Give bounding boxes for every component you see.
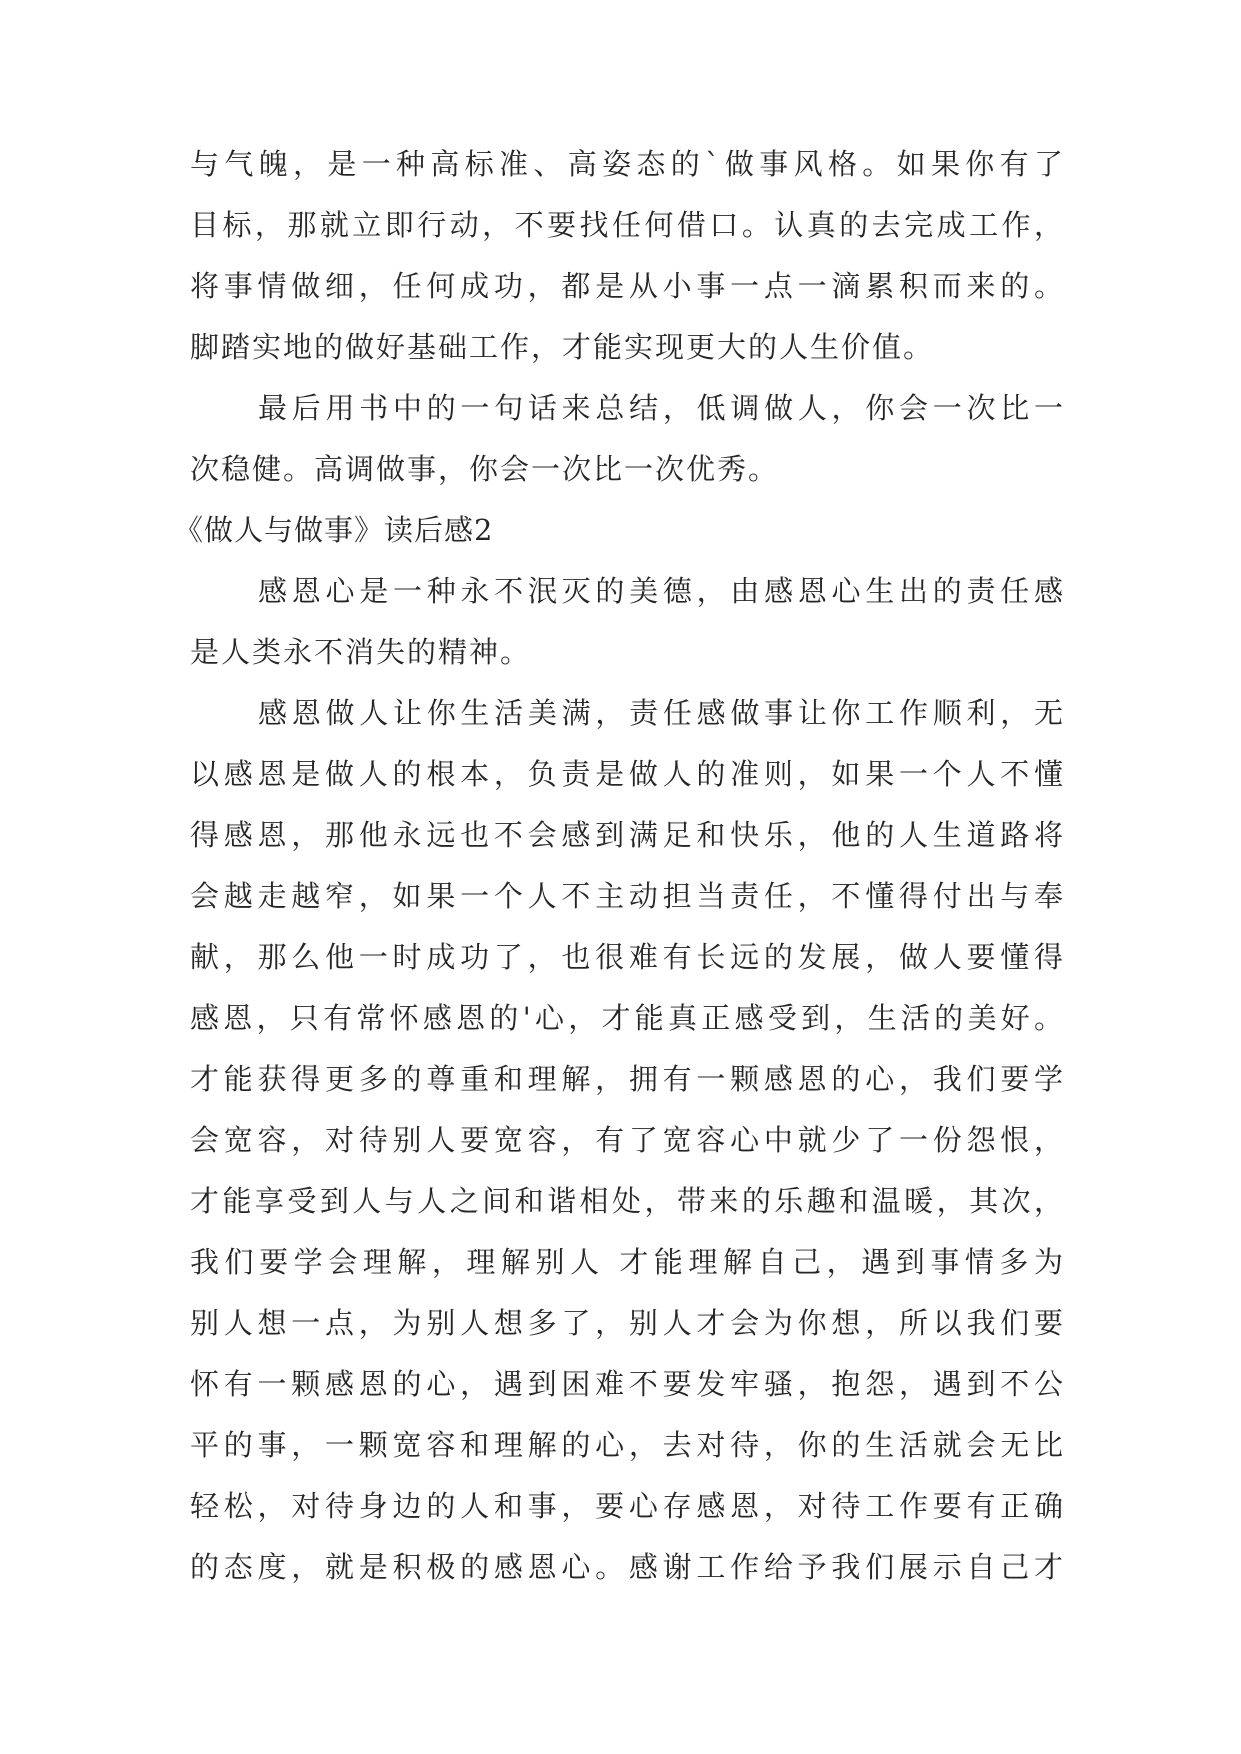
- text-line: 以感恩是做人的根本，负责是做人的准则，如果一个人不懂: [190, 757, 1065, 791]
- paragraph: [190, 134, 1065, 378]
- text-line: 的态度，就是积极的感恩心。感谢工作给予我们展示自己才: [190, 1550, 1065, 1584]
- text-line: 感恩做人让你生活美满，责任感做事让你工作顺利，无: [258, 696, 1065, 730]
- text-line: 献，那么他一时成功了，也很难有长远的发展，做人要懂得: [190, 940, 1065, 974]
- text-line: 会宽容，对待别人要宽容，有了宽容心中就少了一份怨恨，: [190, 1123, 1065, 1157]
- text-line: 目标，那就立即行动，不要找任何借口。认真的去完成工作，: [190, 208, 1065, 242]
- text-line: 感恩，只有常怀感恩的'心，才能真正感受到，生活的美好。: [190, 1001, 1065, 1035]
- text-line: 得感恩，那他永远也不会感到满足和快乐，他的人生道路将: [190, 818, 1065, 852]
- text-line: 平的事，一颗宽容和理解的心，去对待，你的生活就会无比: [190, 1428, 1065, 1462]
- text-line: 将事情做细，任何成功，都是从小事一点一滴累积而来的。: [190, 269, 1065, 303]
- text-line: 别人想一点，为别人想多了，别人才会为你想，所以我们要: [190, 1306, 1065, 1340]
- text-line: 才能获得更多的尊重和理解，拥有一颗感恩的心，我们要学: [190, 1062, 1065, 1096]
- paragraph: [190, 683, 1065, 1598]
- document-body: [174, 134, 1065, 1598]
- text-line: 我们要学会理解，理解别人 才能理解自己，遇到事情多为: [190, 1245, 1065, 1279]
- text-line: 脚踏实地的做好基础工作，才能实现更大的人生价值。: [190, 330, 935, 364]
- paragraph: [190, 561, 1065, 683]
- text-line: 最后用书中的一句话来总结，低调做人，你会一次比一: [258, 391, 1065, 425]
- text-line: 次稳健。高调做事，你会一次比一次优秀。: [190, 452, 780, 486]
- text-line: 是人类永不消失的精神。: [190, 635, 532, 669]
- text-line: 怀有一颗感恩的心，遇到困难不要发牢骚，抱怨，遇到不公: [190, 1367, 1065, 1401]
- paragraph: [190, 378, 1065, 500]
- text-line: 才能享受到人与人之间和谐相处，带来的乐趣和温暖，其次，: [190, 1184, 1065, 1218]
- text-line: 与气魄，是一种高标准、高姿态的`做事风格。如果你有了: [190, 147, 1065, 181]
- text-line: 轻松，对待身边的人和事，要心存感恩，对待工作要有正确: [190, 1489, 1065, 1523]
- section-heading: 《做人与做事》读后感2: [174, 513, 494, 547]
- text-line: 会越走越窄，如果一个人不主动担当责任，不懂得付出与奉: [190, 879, 1065, 913]
- text-line: 感恩心是一种永不泯灭的美德，由感恩心生出的责任感: [258, 574, 1065, 608]
